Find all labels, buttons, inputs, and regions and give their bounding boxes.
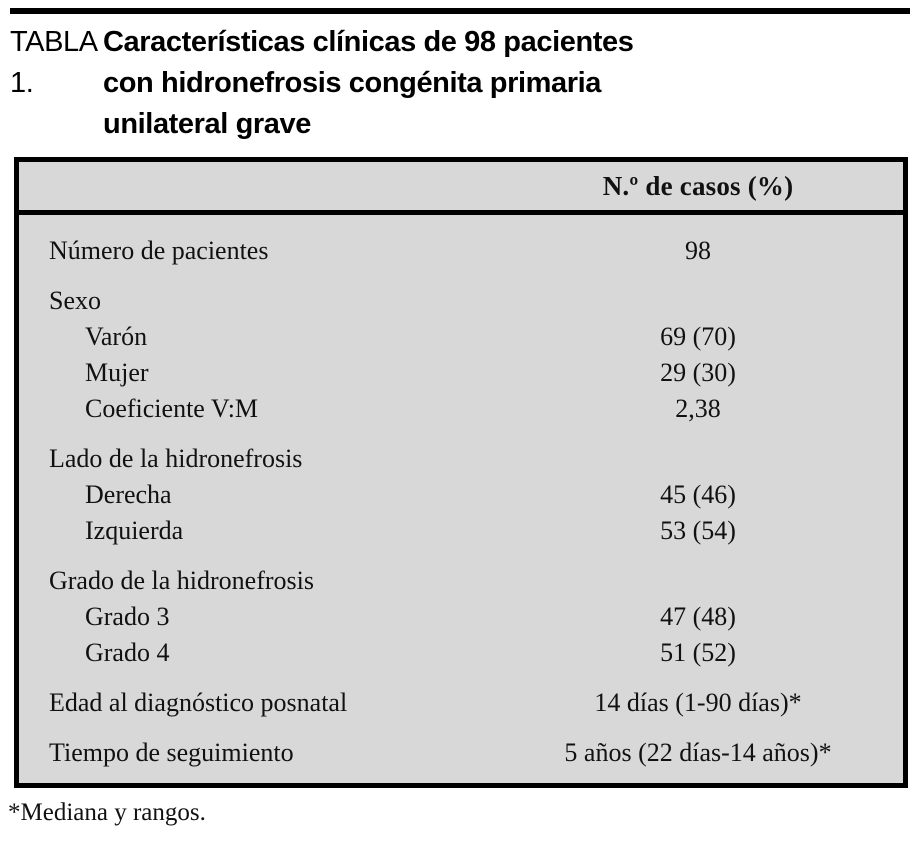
row-value: 69 (70) (660, 322, 736, 351)
footnote-mediana-y-rangos: *Mediana y rangos. (8, 799, 206, 826)
table-header-row (19, 162, 903, 215)
row-label: Grado 3 (85, 602, 170, 631)
row-label: Sexo (49, 286, 101, 315)
row-value: 51 (52) (660, 638, 736, 667)
row-label: Coeficiente V:M (85, 394, 259, 423)
table-row (19, 599, 903, 635)
row-value (493, 563, 903, 599)
page (0, 8, 924, 846)
clinical-characteristics-table (14, 157, 908, 788)
table-row (19, 563, 903, 599)
row-label: Izquierda (85, 516, 184, 545)
table-row (19, 319, 903, 355)
table-title-line-3: unilateral grave (103, 108, 311, 140)
table-row (19, 233, 903, 269)
row-value: 47 (48) (660, 602, 736, 631)
row-value (493, 441, 903, 477)
row-value: 98 (685, 236, 711, 265)
table-title-text (103, 22, 633, 145)
table-row (19, 477, 903, 513)
title-top-rule (10, 8, 910, 14)
table-row (19, 355, 903, 391)
table-body (19, 215, 903, 783)
table-title-line-1: Características clínicas de 98 pacientes (103, 26, 634, 58)
table-row (19, 283, 903, 319)
row-value: 53 (54) (660, 516, 736, 545)
table-row (19, 735, 903, 771)
row-label: Edad al diagnóstico posnatal (49, 688, 348, 717)
table-row (19, 685, 903, 721)
row-label: Tiempo de seguimiento (49, 738, 294, 767)
row-label: Derecha (85, 480, 172, 509)
table-row (19, 513, 903, 549)
table-title (10, 22, 910, 145)
row-label: Lado de la hidronefrosis (49, 444, 303, 473)
table-row (19, 441, 903, 477)
row-label: Varón (85, 322, 148, 351)
row-value: 29 (30) (660, 358, 736, 387)
row-value: 14 días (1-90 días)* (594, 688, 802, 717)
row-label: Grado de la hidronefrosis (49, 566, 314, 595)
table-row (19, 635, 903, 671)
table-title-line-2: con hidronefrosis congénita primaria (103, 67, 602, 99)
column-header-n-de-casos: N.º de casos (%) (602, 170, 794, 201)
row-value: 2,38 (675, 394, 721, 423)
row-label: Mujer (85, 358, 149, 387)
row-value: 45 (46) (660, 480, 736, 509)
row-value (493, 283, 903, 319)
row-label: Grado 4 (85, 638, 170, 667)
row-label: Número de pacientes (49, 236, 269, 265)
table-row (19, 391, 903, 427)
row-value: 5 años (22 días-14 años)* (564, 738, 832, 767)
table-number-label: TABLA 1. (10, 26, 97, 99)
